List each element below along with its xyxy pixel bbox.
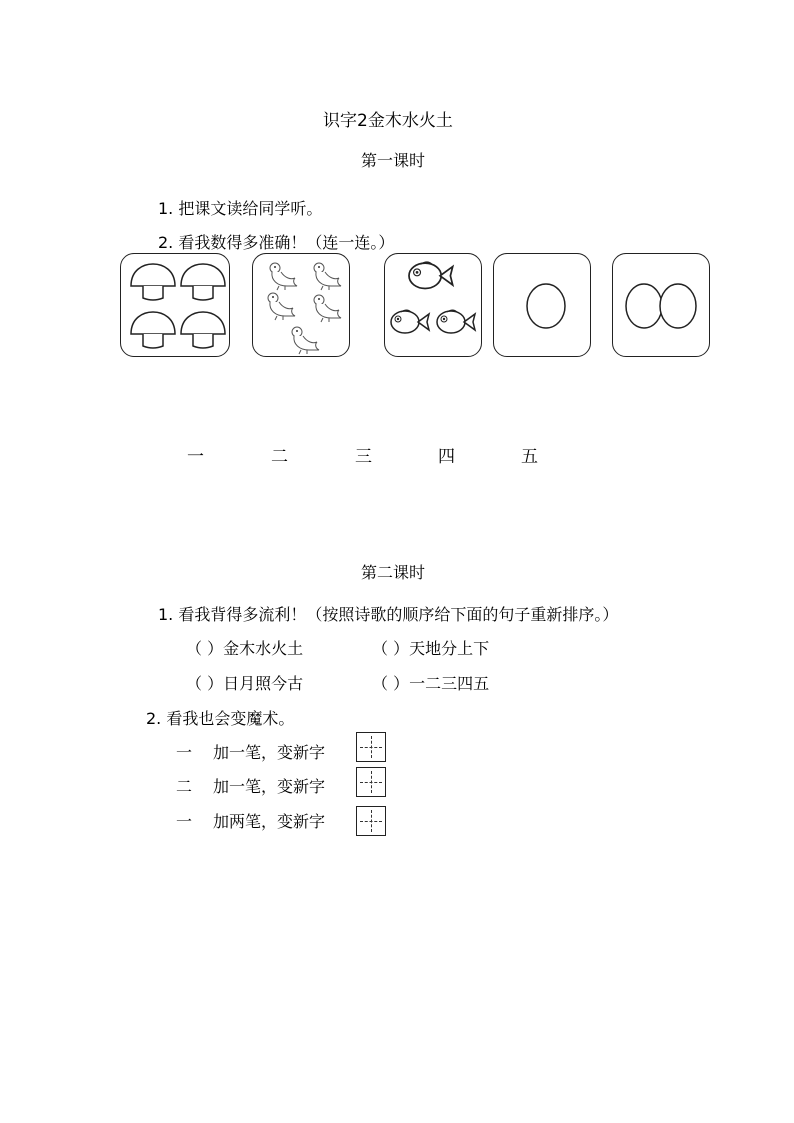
mushroom-group (121, 254, 231, 358)
order-item (186, 636, 303, 659)
numeral-5: 五 (521, 447, 538, 467)
numeral-4: 四 (438, 447, 455, 467)
count-card-one-circle (493, 253, 591, 357)
order-blank[interactable]: （ ） (372, 674, 410, 693)
numeral-2: 二 (271, 447, 288, 467)
order-blank[interactable]: （ ） (186, 639, 224, 658)
numeral-1: 一 (187, 447, 204, 467)
fish-icon (437, 310, 475, 333)
fish-icon (409, 262, 453, 288)
order-item (372, 636, 489, 659)
seal-icon (314, 263, 341, 290)
tian-grid-answer-box[interactable] (356, 767, 386, 797)
magic-base-char: 一 (176, 743, 193, 762)
page-title: 识字2金木水火土 (323, 111, 453, 131)
mushroom-icon (131, 264, 175, 300)
lesson-2-question-2: 2. 看我也会变魔术。 (146, 709, 295, 728)
seal-group (253, 254, 351, 358)
order-blank[interactable]: （ ） (372, 639, 410, 658)
seal-icon (270, 263, 297, 290)
lesson-1-heading: 第一课时 (361, 151, 426, 170)
fish-icon (391, 310, 429, 333)
magic-instruction: 加两笔，变新字 (213, 812, 326, 831)
tian-grid-answer-box[interactable] (356, 732, 386, 762)
mushroom-icon (181, 264, 225, 300)
circle-shape (626, 284, 662, 328)
magic-base-char: 二 (176, 777, 193, 796)
fish-group (385, 254, 483, 358)
circle-group (494, 254, 592, 358)
order-item (372, 671, 489, 694)
order-blank[interactable]: （ ） (186, 674, 224, 693)
tian-grid-answer-box[interactable] (356, 806, 386, 836)
order-item (186, 671, 303, 694)
order-text: 一二三四五 (409, 674, 490, 693)
magic-instruction: 加一笔，变新字 (213, 777, 326, 796)
order-text: 天地分上下 (409, 639, 490, 658)
order-text: 日月照今古 (223, 674, 304, 693)
lesson-2-heading: 第二课时 (361, 563, 426, 582)
lesson-1-question-1: 1. 把课文读给同学听。 (158, 199, 323, 218)
seal-icon (292, 327, 319, 354)
magic-base-char: 一 (176, 812, 193, 831)
count-card-two-circles (612, 253, 710, 357)
circle-shape (660, 284, 696, 328)
count-card-fish (384, 253, 482, 357)
seal-icon (268, 293, 295, 320)
mushroom-icon (131, 312, 175, 348)
count-card-seals (252, 253, 350, 357)
numeral-3: 三 (355, 447, 372, 467)
seal-icon (314, 295, 341, 322)
count-card-mushrooms (120, 253, 230, 357)
mushroom-icon (181, 312, 225, 348)
lesson-1-question-2: 2. 看我数得多准确！（连一连。） (158, 233, 395, 252)
circle-shape (527, 284, 565, 328)
circle-group (613, 254, 711, 358)
order-text: 金木水火土 (223, 639, 304, 658)
magic-instruction: 加一笔，变新字 (213, 743, 326, 762)
lesson-2-question-1: 1. 看我背得多流利！（按照诗歌的顺序给下面的句子重新排序。） (158, 605, 619, 624)
